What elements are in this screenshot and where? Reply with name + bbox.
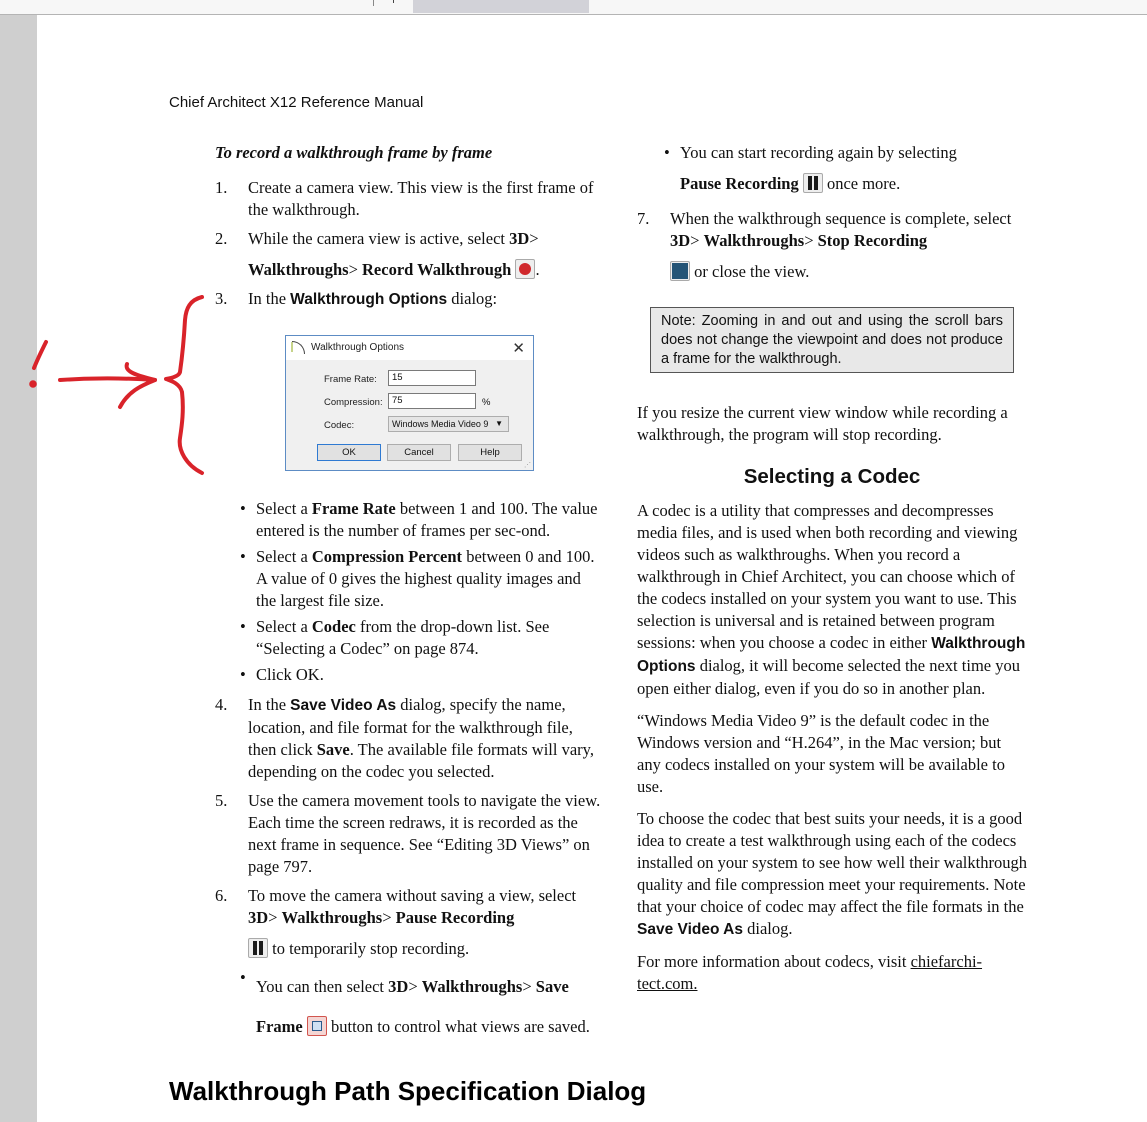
menu-save-frame: Save Frame	[256, 977, 569, 1036]
dialog-title: Walkthrough Options	[311, 342, 405, 353]
menu-3d: 3D	[248, 908, 269, 927]
dialog-name: Walkthrough Options	[290, 291, 448, 308]
bullet-save-frame: • You can then select 3D> Walkthroughs> Save Frame button to control what views are saved.	[240, 968, 590, 1036]
bullet-text: You can then select	[256, 977, 389, 996]
pause-recording-icon	[248, 938, 268, 958]
step-text: To move the camera without saving a view, select	[248, 886, 577, 905]
exclamation-dot-icon	[31, 382, 35, 386]
bullet-text: Select a	[256, 617, 312, 636]
step-6-bullets	[215, 967, 605, 1047]
step-6	[215, 885, 605, 960]
record-walkthrough-icon	[515, 259, 535, 279]
menu-walkthroughs: Walkthroughs	[281, 908, 383, 927]
bullet-click-ok: • Click OK.	[240, 665, 324, 684]
step-number: 6.	[215, 886, 228, 905]
toolbar-separator	[373, 0, 374, 6]
dialog-titlebar	[286, 336, 533, 360]
menu-walkthroughs: Walkthroughs	[421, 977, 523, 996]
percent-label: %	[482, 397, 491, 408]
walkthrough-options-dialog	[285, 335, 534, 471]
step-text: While the camera view is active, select	[248, 229, 510, 248]
pause-recording-icon	[803, 173, 823, 193]
toolbar-separator	[393, 0, 394, 3]
paragraph-text: dialog, it will become selected the next time you open either dialog, even if you do so in another plan.	[637, 656, 1020, 698]
step-5	[215, 790, 605, 878]
bullet-bold: Compression Percent	[311, 547, 463, 566]
viewer-toolbar	[0, 0, 1147, 15]
codec-paragraph-3	[637, 808, 1027, 941]
close-icon[interactable]: ✕	[512, 340, 525, 357]
chevron-down-icon: ▼	[495, 419, 503, 428]
cancel-button[interactable]: Cancel	[387, 444, 451, 461]
step-4	[215, 694, 605, 783]
arrowhead-icon	[120, 364, 155, 407]
bullet-compression: • Select a Compression Percent between 0 and 100. A value of 0 gives the highest quality images and the largest file size.	[240, 547, 595, 610]
step-number: 2.	[215, 229, 228, 248]
step-text: Use the camera movement tools to navigate the view. Each time the screen redraws, it is recorded as the next frame in sequence. See “Editing 3D Views” on page 797.	[248, 791, 601, 876]
step-1	[215, 177, 605, 221]
button-name: Save	[316, 740, 350, 759]
menu-separator: >	[804, 231, 818, 250]
running-header: Chief Architect X12 Reference Manual	[169, 94, 424, 111]
bullet-text: between 1 and 100. The value entered is the number of frames per sec-ond.	[256, 499, 598, 540]
bullet-text: between 0 and 100. A value of 0 gives the highest quality images and the largest file size.	[256, 547, 595, 610]
ok-button[interactable]: OK	[317, 444, 381, 461]
bullet-resume-recording: • You can start recording again by selecting Pause Recording once more.	[664, 143, 957, 193]
codec-paragraph-1	[637, 500, 1027, 700]
menu-stop-recording: Stop Recording	[817, 231, 928, 250]
codec-value: Windows Media Video 9	[392, 419, 489, 429]
bullet-text: Select a	[256, 547, 312, 566]
menu-walkthroughs: Walkthroughs	[703, 231, 805, 250]
page-gutter	[0, 15, 37, 1122]
stop-recording-icon	[670, 261, 690, 281]
step-7	[637, 208, 1027, 283]
menu-pause-recording: Pause Recording	[680, 174, 799, 193]
toolbar-tab[interactable]	[413, 0, 589, 13]
paragraph-text: To choose the codec that best suits your needs, it is a good idea to create a test walkthrough using each of the codecs installed on your system to see how well their walkthrough quality and file compression meet your requirements. Note that your choice of codec may affect the file formats in the	[637, 809, 1027, 916]
bullet-text: You can start recording again by selecting	[680, 143, 957, 162]
dialog-name: Save Video As	[290, 697, 397, 714]
chiefarchitect-link[interactable]: chiefarchi-tect.com.	[637, 952, 983, 993]
paragraph-text: dialog.	[742, 919, 793, 938]
curly-brace-icon	[166, 297, 202, 473]
step-text: dialog:	[447, 289, 498, 308]
menu-3d: 3D	[670, 231, 691, 250]
note-box: Note: Zooming in and out and using the scroll bars does not change the viewpoint and does not produce a frame for the walkthrough.	[650, 307, 1014, 373]
menu-3d: 3D	[509, 229, 530, 248]
step-text: dialog, specify the name, location, and file format for the walkthrough file, then click	[248, 695, 573, 759]
menu-separator: >	[529, 229, 539, 248]
save-frame-icon	[307, 1016, 327, 1036]
menu-pause-recording: Pause Recording	[395, 908, 515, 927]
step-text: In the	[248, 695, 291, 714]
menu-separator: >	[408, 977, 422, 996]
bullet-frame-rate: • Select a Frame Rate between 1 and 100. The value entered is the number of frames per sec-ond.	[240, 499, 598, 540]
bullet-text: once more.	[826, 174, 901, 193]
menu-separator: >	[382, 908, 396, 927]
step-6-continued	[637, 142, 1027, 204]
section-title: Selecting a Codec	[743, 465, 921, 488]
left-column	[215, 142, 605, 1051]
menu-separator: >	[348, 260, 363, 279]
step-text: .	[535, 260, 540, 279]
red-annotation	[0, 280, 280, 480]
bullet-text: from the drop-down list. See “Selecting a Codec” on page 874.	[256, 617, 550, 658]
step-number: 7.	[637, 209, 650, 228]
step-number: 1.	[215, 178, 228, 197]
step-3-bullets	[215, 498, 605, 686]
bullet-text: Select a	[256, 499, 312, 518]
dialog-name: Walkthrough Options	[637, 635, 1026, 675]
step-number: 4.	[215, 695, 228, 714]
menu-record-walkthrough: Record Walkthrough	[362, 260, 512, 279]
step-text: to temporarily stop recording.	[268, 939, 470, 958]
menu-separator: >	[268, 908, 282, 927]
compression-input[interactable]: 75	[388, 393, 476, 409]
menu-3d: 3D	[388, 977, 409, 996]
resize-paragraph: If you resize the current view window while recording a walkthrough, the program will stop recording.	[637, 403, 1008, 444]
bullet-text: button to control what views are saved.	[326, 1017, 590, 1036]
codec-paragraph-4	[637, 951, 1027, 995]
section-heading: Walkthrough Path Specification Dialog	[169, 1076, 647, 1106]
help-button[interactable]: Help	[458, 444, 522, 461]
dialog-name: Save Video As	[637, 921, 743, 938]
step-text: . The available file formats will vary, depending on the codec you selected.	[248, 740, 594, 781]
procedure-subheading: To record a walkthrough frame by frame	[215, 143, 493, 162]
menu-separator: >	[522, 977, 536, 996]
paragraph-text: A codec is a utility that compresses and decompresses media files, and is used when both recording and viewing videos such as walkthroughs. When you record a walkthrough in Chief Architect, you can choose which of the codecs installed on your system you want to use. This selection is universal and is retained between program sessions: when you choose a codec in either	[637, 501, 1018, 652]
menu-walkthroughs: Walkthroughs	[248, 260, 349, 279]
codec-paragraph-2: “Windows Media Video 9” is the default codec in the Windows version and “H.264”, in the Mac version; but any codecs installed on your system will be available to use.	[637, 711, 1005, 796]
step-text: In the	[248, 289, 291, 308]
bullet-bold: Frame Rate	[311, 499, 396, 518]
codec-select[interactable]	[388, 416, 509, 432]
right-column	[637, 142, 1027, 1005]
menu-separator: >	[690, 231, 704, 250]
step-text: When the walkthrough sequence is complete, select	[670, 209, 1012, 228]
frame-rate-input[interactable]: 15	[388, 370, 476, 386]
paragraph-text: For more information about codecs, visit	[637, 952, 911, 971]
frame-rate-label: Frame Rate:	[324, 374, 377, 385]
resize-grip-icon[interactable]: ⋰	[524, 462, 531, 469]
step-number: 5.	[215, 791, 228, 810]
bullet-text: Click OK.	[256, 665, 324, 684]
bullet-bold: Codec	[311, 617, 356, 636]
compression-label: Compression:	[324, 397, 383, 408]
step-text: or close the view.	[694, 262, 810, 281]
step-text: Create a camera view. This view is the first frame of the walkthrough.	[248, 178, 594, 219]
chief-architect-icon	[292, 341, 305, 354]
step-2	[215, 228, 605, 281]
arrow-shaft-icon	[60, 379, 155, 381]
bullet-codec: • Select a Codec from the drop-down list. See “Selecting a Codec” on page 874.	[240, 617, 550, 658]
exclamation-stroke-icon	[34, 342, 46, 368]
codec-label: Codec:	[324, 420, 355, 431]
step-number: 3.	[215, 289, 228, 308]
